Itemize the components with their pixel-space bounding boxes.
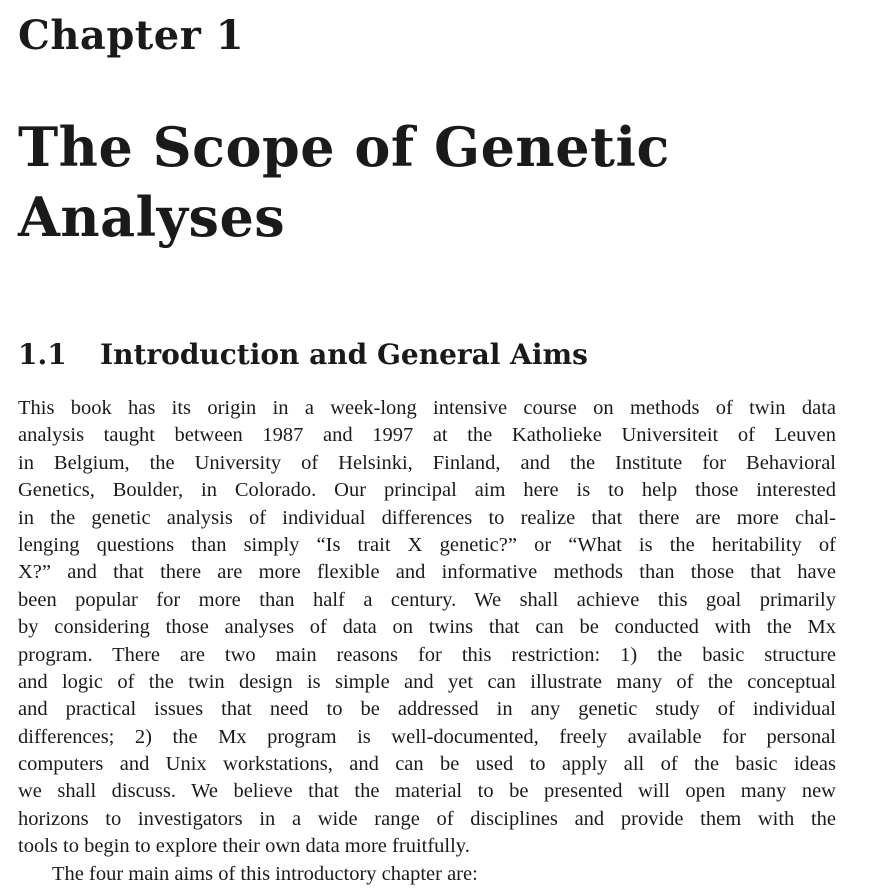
paragraph-line: and practical issues that need to be addressed in any genetic study of individual	[18, 698, 836, 721]
paragraph-line: program. There are two main reasons for this restriction: 1) the basic structure	[18, 643, 836, 666]
section-title: Introduction and General Aims	[100, 338, 588, 371]
paragraph-aims-first-line: The four main aims of this introductory chapter are:	[52, 862, 478, 885]
paragraph-line: been popular for more than half a century. We shall achieve this goal primarily	[18, 588, 836, 611]
paragraph-line: tools to begin to explore their own data more fruitfully.	[18, 835, 470, 858]
paragraph-line: Genetics, Boulder, in Colorado. Our principal aim here is to help those interested	[18, 479, 836, 502]
paragraph-line: differences; 2) the Mx program is well-documented, freely available for personal	[18, 725, 836, 748]
paragraph-line: in the genetic analysis of individual differences to realize that there are more chal-	[18, 506, 836, 529]
paragraph-introduction	[18, 395, 836, 861]
paragraph-line: by considering those analyses of data on twins that can be conducted with the Mx	[18, 616, 836, 639]
chapter-label: Chapter 1	[18, 12, 245, 59]
paragraph-line: in Belgium, the University of Helsinki, Finland, and the Institute for Behavioral	[18, 451, 836, 474]
paragraph-line: This book has its origin in a week-long intensive course on methods of twin data	[18, 397, 836, 419]
paragraph-line: analysis taught between 1987 and 1997 at the Katholieke Universiteit of Leuven	[18, 424, 836, 447]
chapter-title: The Scope of Genetic Analyses	[18, 115, 670, 249]
paragraph-line: lenging questions than simply “Is trait X genetic?” or “What is the heritability of	[18, 533, 836, 556]
paragraph-line: we shall discuss. We believe that the material to be presented will open many new	[18, 780, 836, 803]
paragraph-line: and logic of the twin design is simple and yet can illustrate many of the conceptual	[18, 670, 836, 693]
paragraph-line: X?” and that there are more flexible and informative methods than those that have	[18, 561, 836, 584]
section-number: 1.1	[18, 338, 67, 371]
paragraph-line: computers and Unix workstations, and can be used to apply all of the basic ideas	[18, 753, 836, 776]
paragraph-line: horizons to investigators in a wide range of disciplines and provide them with the	[18, 807, 836, 830]
section-heading	[18, 336, 588, 374]
body-text	[18, 395, 836, 888]
